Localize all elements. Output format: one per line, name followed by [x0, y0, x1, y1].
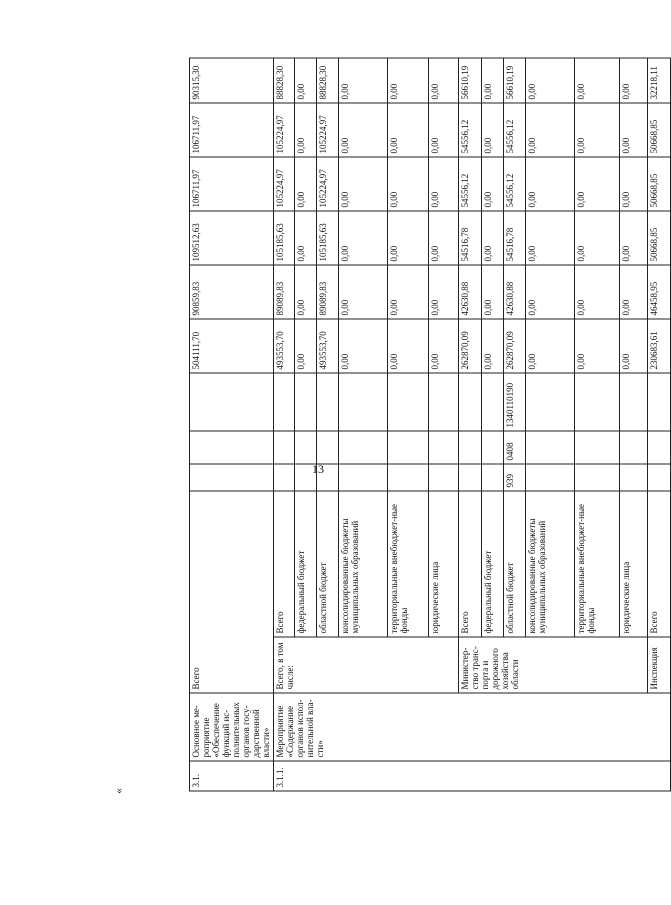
- target-code: [317, 373, 339, 431]
- target-code: [575, 373, 620, 431]
- source-label: федеральный бюджет: [294, 491, 316, 637]
- grbs-code: [317, 464, 339, 491]
- source-label: территориальные внебюджет-ные фонды: [388, 491, 429, 637]
- amount-cell: 54556,12: [504, 157, 526, 211]
- amount-cell: 493553,70: [317, 319, 339, 373]
- budget-table: [189, 57, 671, 791]
- executor-label: Министер-ство транс-порта и дорожного хозяйства области: [459, 637, 648, 693]
- amount-cell: 89089,83: [274, 265, 294, 319]
- amount-cell: 0,00: [294, 58, 316, 103]
- amount-cell: 0,00: [526, 211, 575, 265]
- amount-cell: 54516,78: [459, 211, 481, 265]
- table-row: [274, 58, 294, 791]
- quote-mark: «: [112, 788, 125, 794]
- amount-cell: 0,00: [481, 265, 503, 319]
- amount-cell: 0,00: [526, 58, 575, 103]
- table-row: [459, 58, 481, 791]
- amount-cell: 0,00: [294, 157, 316, 211]
- amount-cell: 0,00: [526, 157, 575, 211]
- section-code: [294, 431, 316, 464]
- section-code: [317, 431, 339, 464]
- amount-cell: 56610,19: [459, 58, 481, 103]
- amount-cell: 230683,61: [648, 319, 671, 373]
- amount-cell: 0,00: [620, 265, 648, 319]
- amount-cell: 88828,30: [317, 58, 339, 103]
- amount-cell: 0,00: [620, 58, 648, 103]
- amount-cell: 0,00: [428, 211, 459, 265]
- amount-cell: 105224,97: [274, 103, 294, 157]
- amount-cell: 0,00: [388, 319, 429, 373]
- section-code: [339, 431, 388, 464]
- amount-cell: 0,00: [526, 319, 575, 373]
- grbs-code: [388, 464, 429, 491]
- amount-cell: 0,00: [294, 265, 316, 319]
- amount-cell: 54516,78: [504, 211, 526, 265]
- source-label: федеральный бюджет: [481, 491, 503, 637]
- activity-name: Основное ме-роприятие «Обеспечение функций ис-полнительных органов госу-дарственной власти»: [190, 693, 274, 761]
- page-number: 13: [312, 462, 324, 476]
- source-label: юридические лица: [428, 491, 459, 637]
- grbs-code: [274, 464, 294, 491]
- amount-cell: 0,00: [620, 103, 648, 157]
- amount-cell: 0,00: [339, 265, 388, 319]
- section-code: [428, 431, 459, 464]
- amount-cell: 0,00: [575, 157, 620, 211]
- amount-cell: 0,00: [620, 211, 648, 265]
- amount-cell: 0,00: [575, 103, 620, 157]
- source-label: областной бюджет: [504, 491, 526, 637]
- amount-cell: 0,00: [388, 211, 429, 265]
- grbs-code: [294, 464, 316, 491]
- amount-cell: 90315,30: [190, 58, 274, 103]
- amount-cell: 0,00: [428, 103, 459, 157]
- amount-cell: 105224,97: [317, 157, 339, 211]
- amount-cell: 0,00: [428, 319, 459, 373]
- amount-cell: 0,00: [428, 265, 459, 319]
- amount-cell: 0,00: [526, 103, 575, 157]
- amount-cell: 0,00: [339, 211, 388, 265]
- amount-cell: 0,00: [526, 265, 575, 319]
- source-label: юридические лица: [620, 491, 648, 637]
- amount-cell: 54556,12: [459, 157, 481, 211]
- target-code: [620, 373, 648, 431]
- amount-cell: 0,00: [428, 157, 459, 211]
- amount-cell: 56610,19: [504, 58, 526, 103]
- amount-cell: 0,00: [294, 103, 316, 157]
- target-code: [648, 373, 671, 431]
- amount-cell: 0,00: [481, 157, 503, 211]
- source-label: Всего: [459, 491, 481, 637]
- amount-cell: 0,00: [481, 319, 503, 373]
- amount-cell: 46458,95: [648, 265, 671, 319]
- section-code: [648, 431, 671, 464]
- source-label: территориальные внебюджет-ные фонды: [575, 491, 620, 637]
- target-code: 1340110190: [504, 373, 526, 431]
- amount-cell: 262870,09: [459, 319, 481, 373]
- section-code: [274, 431, 294, 464]
- amount-cell: 493553,70: [274, 319, 294, 373]
- grbs-code: [339, 464, 388, 491]
- section-code: [481, 431, 503, 464]
- rotated-table-container: [189, 59, 671, 792]
- source-label: Всего: [274, 491, 294, 637]
- amount-cell: 262870,09: [504, 319, 526, 373]
- amount-cell: 0,00: [294, 319, 316, 373]
- section-code: [190, 431, 274, 464]
- grbs-code: [190, 464, 274, 491]
- executor-label: Инспекция: [648, 637, 671, 693]
- amount-cell: 0,00: [388, 157, 429, 211]
- activity-name: Мероприятие «Содержание органов испол-нительной вла-сти»: [274, 693, 671, 761]
- target-code: [526, 373, 575, 431]
- amount-cell: 0,00: [339, 103, 388, 157]
- amount-cell: 54556,12: [459, 103, 481, 157]
- amount-cell: 0,00: [481, 103, 503, 157]
- grbs-code: [526, 464, 575, 491]
- row-number: 3.1.: [190, 761, 274, 791]
- target-code: [481, 373, 503, 431]
- amount-cell: 106711,97: [190, 157, 274, 211]
- grbs-code: 939: [504, 464, 526, 491]
- amount-cell: 50668,85: [648, 157, 671, 211]
- amount-cell: 106711,97: [190, 103, 274, 157]
- amount-cell: 0,00: [339, 319, 388, 373]
- amount-cell: 0,00: [388, 265, 429, 319]
- target-code: [428, 373, 459, 431]
- amount-cell: 42630,88: [504, 265, 526, 319]
- grbs-code: [648, 464, 671, 491]
- amount-cell: 0,00: [575, 265, 620, 319]
- amount-cell: 105224,97: [317, 103, 339, 157]
- amount-cell: 89089,83: [317, 265, 339, 319]
- section-code: [620, 431, 648, 464]
- source-label: Всего: [190, 491, 274, 693]
- grbs-code: [620, 464, 648, 491]
- amount-cell: 0,00: [388, 58, 429, 103]
- target-code: [294, 373, 316, 431]
- row-number: 3.1.1.: [274, 761, 671, 791]
- section-code: [575, 431, 620, 464]
- amount-cell: 0,00: [620, 319, 648, 373]
- amount-cell: 0,00: [339, 157, 388, 211]
- amount-cell: 0,00: [294, 211, 316, 265]
- amount-cell: 105185,63: [317, 211, 339, 265]
- amount-cell: 504111,70: [190, 319, 274, 373]
- source-label: областной бюджет: [317, 491, 339, 637]
- target-code: [459, 373, 481, 431]
- amount-cell: 0,00: [575, 58, 620, 103]
- amount-cell: 32218,11: [648, 58, 671, 103]
- target-code: [190, 373, 274, 431]
- amount-cell: 0,00: [620, 157, 648, 211]
- target-code: [388, 373, 429, 431]
- section-code: [388, 431, 429, 464]
- executor-label: Всего, в том числе:: [274, 637, 459, 693]
- amount-cell: 0,00: [339, 58, 388, 103]
- amount-cell: 0,00: [388, 103, 429, 157]
- source-label: Всего: [648, 491, 671, 637]
- amount-cell: 105224,97: [274, 157, 294, 211]
- amount-cell: 88828,30: [274, 58, 294, 103]
- grbs-code: [481, 464, 503, 491]
- table-row: [648, 58, 671, 791]
- section-code: [526, 431, 575, 464]
- source-label: консолидированные бюджеты муниципальных образований: [339, 491, 388, 637]
- section-code: 0408: [504, 431, 526, 464]
- amount-cell: 90859,83: [190, 265, 274, 319]
- grbs-code: [459, 464, 481, 491]
- amount-cell: 42630,88: [459, 265, 481, 319]
- source-label: консолидированные бюджеты муниципальных образований: [526, 491, 575, 637]
- amount-cell: 0,00: [481, 211, 503, 265]
- section-code: [459, 431, 481, 464]
- amount-cell: 0,00: [575, 211, 620, 265]
- amount-cell: 105185,63: [274, 211, 294, 265]
- amount-cell: 54556,12: [504, 103, 526, 157]
- amount-cell: 0,00: [428, 58, 459, 103]
- table-row: [190, 58, 274, 791]
- amount-cell: 0,00: [481, 58, 503, 103]
- amount-cell: 50668,85: [648, 103, 671, 157]
- amount-cell: 109512,63: [190, 211, 274, 265]
- amount-cell: 0,00: [575, 319, 620, 373]
- grbs-code: [575, 464, 620, 491]
- target-code: [339, 373, 388, 431]
- grbs-code: [428, 464, 459, 491]
- amount-cell: 50668,85: [648, 211, 671, 265]
- target-code: [274, 373, 294, 431]
